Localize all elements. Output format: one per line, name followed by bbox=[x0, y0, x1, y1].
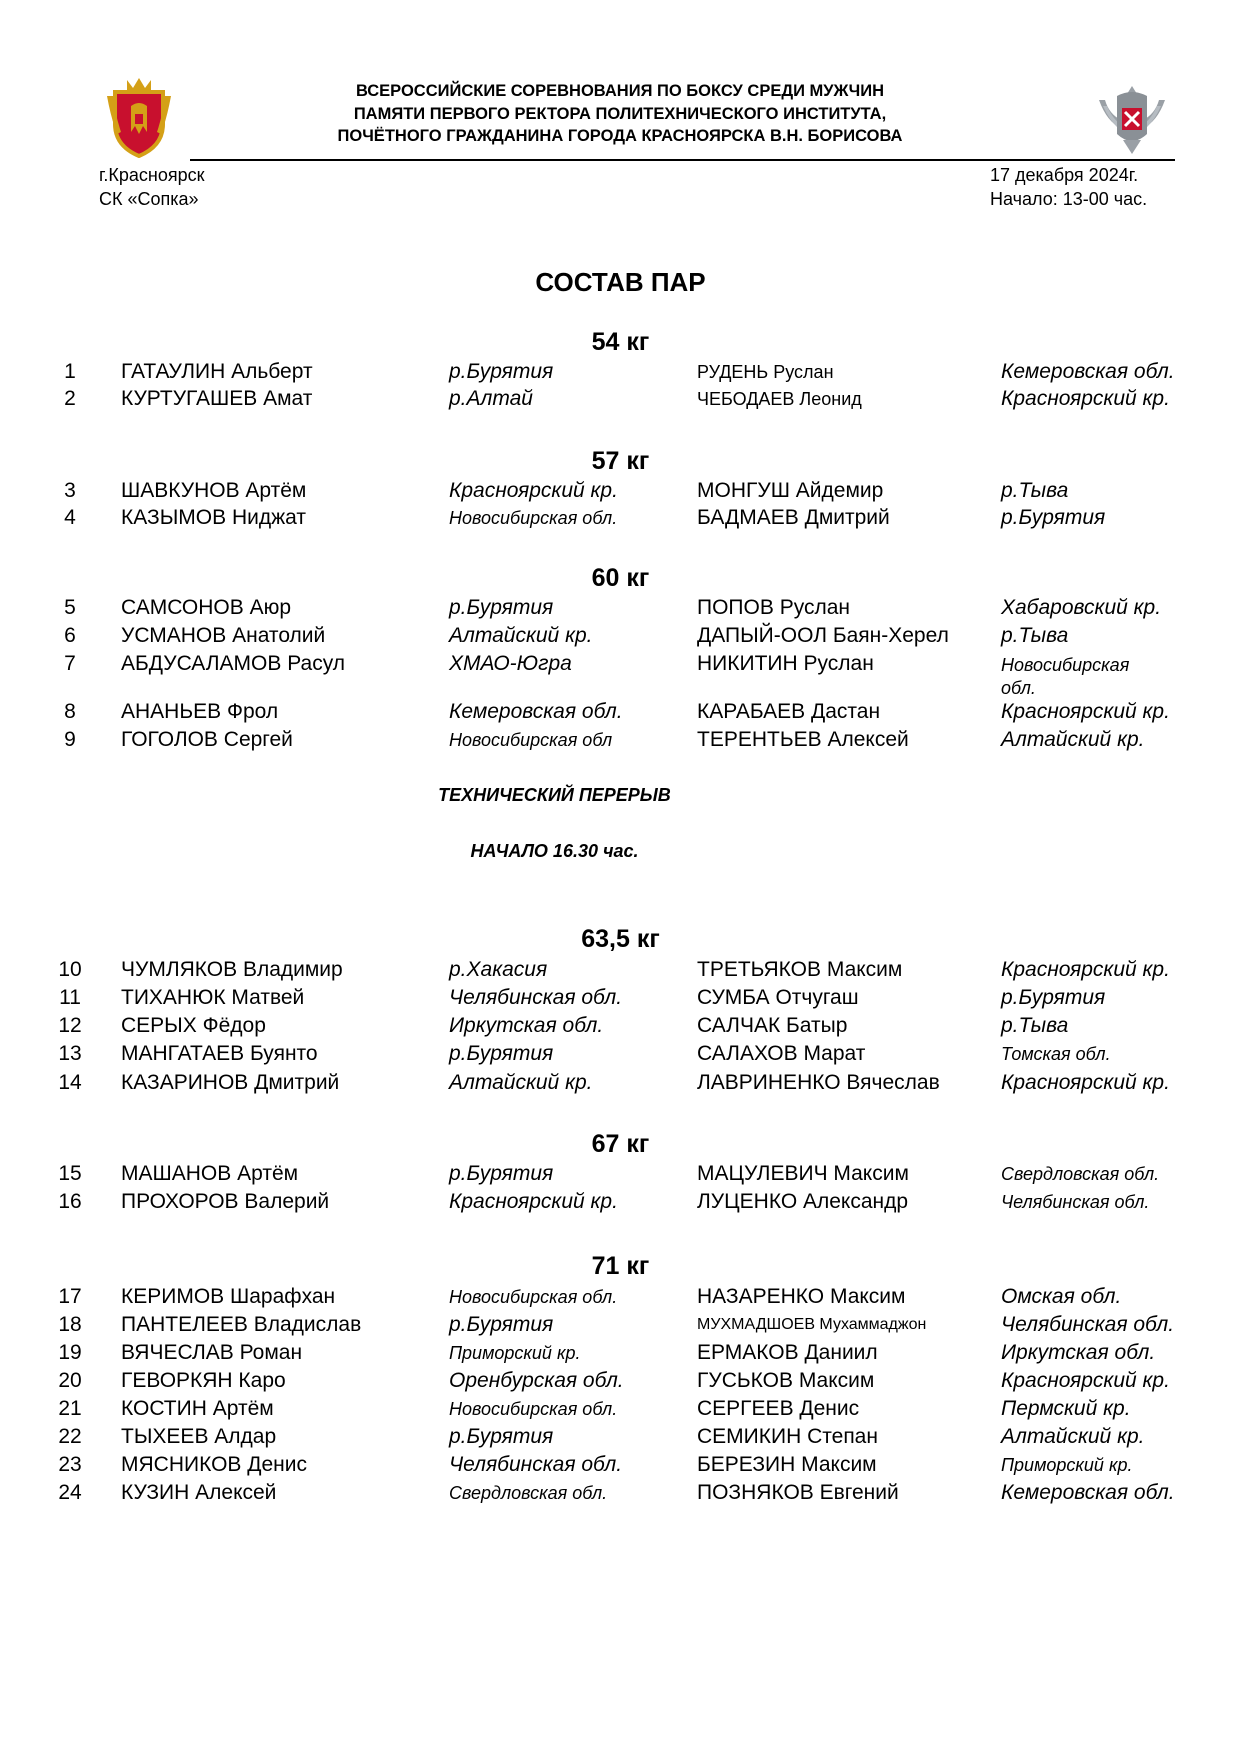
resume-time-note: НАЧАЛО 16.30 час. bbox=[470, 841, 639, 861]
boxer-red-name: МАНГАТАЕВ Буянто bbox=[121, 1042, 318, 1065]
weight-category-title: 60 кг bbox=[591, 564, 650, 592]
pair-number: 8 bbox=[64, 700, 76, 723]
pair-row bbox=[0, 360, 1241, 388]
boxer-blue-name: ПОПОВ Руслан bbox=[697, 596, 850, 619]
pair-number: 15 bbox=[58, 1162, 82, 1185]
boxer-red-region: Новосибирская обл bbox=[449, 730, 613, 750]
boxer-blue-name: БЕРЕЗИН Максим bbox=[697, 1453, 877, 1476]
weight-category-title: 54 кг bbox=[591, 328, 650, 356]
boxer-blue-name: ДАПЫЙ-ООЛ Баян-Херел bbox=[697, 624, 949, 647]
pair-row bbox=[0, 387, 1241, 415]
boxer-blue-name: МАЦУЛЕВИЧ Максим bbox=[697, 1162, 909, 1185]
pair-row bbox=[0, 479, 1241, 507]
boxer-red-name: ВЯЧЕСЛАВ Роман bbox=[121, 1341, 303, 1364]
boxer-red-region: р.Бурятия bbox=[449, 1042, 554, 1065]
competition-title-line-3: ПОЧЁТНОГО ГРАЖДАНИНА ГОРОДА КРАСНОЯРСКА В.Н. БОРИСОВА bbox=[337, 127, 903, 145]
boxer-red-region: Красноярский кр. bbox=[449, 479, 618, 502]
boxer-blue-name: СЕРГЕЕВ Денис bbox=[697, 1397, 860, 1420]
boxer-blue-name: САЛАХОВ Марат bbox=[697, 1042, 866, 1065]
boxer-red-name: АБДУСАЛАМОВ Расул bbox=[121, 652, 345, 675]
boxer-red-region: р.Бурятия bbox=[449, 1425, 554, 1448]
pair-row bbox=[0, 1071, 1241, 1099]
boxer-blue-region: Иркутская обл. bbox=[1001, 1341, 1156, 1364]
weight-category-title: 63,5 кг bbox=[581, 925, 660, 953]
boxer-blue-region: Пермский кр. bbox=[1001, 1397, 1131, 1420]
pair-row bbox=[0, 700, 1241, 728]
pair-row bbox=[0, 986, 1241, 1014]
boxer-blue-name: МОНГУШ Айдемир bbox=[697, 479, 884, 502]
pair-number: 18 bbox=[58, 1313, 82, 1336]
boxer-red-region: р.Бурятия bbox=[449, 1313, 554, 1336]
boxer-red-region: Новосибирская обл. bbox=[449, 508, 618, 528]
boxer-blue-name: НАЗАРЕНКО Максим bbox=[697, 1285, 906, 1308]
boxer-red-name: КАЗЫМОВ Ниджат bbox=[121, 506, 306, 529]
pair-row bbox=[0, 1162, 1241, 1190]
boxer-red-name: ЧУМЛЯКОВ Владимир bbox=[121, 958, 343, 981]
boxer-red-name: АНАНЬЕВ Фрол bbox=[121, 700, 279, 723]
boxer-blue-name: ЧЕБОДАЕВ Леонид bbox=[697, 389, 862, 409]
pair-row bbox=[0, 1481, 1241, 1509]
boxer-blue-region: Кемеровская обл. bbox=[1001, 1481, 1175, 1504]
pair-number: 22 bbox=[58, 1425, 82, 1448]
pair-number: 6 bbox=[64, 624, 76, 647]
boxer-blue-name: ТЕРЕНТЬЕВ Алексей bbox=[697, 728, 909, 751]
pair-number: 9 bbox=[64, 728, 76, 751]
boxer-blue-region: Новосибирская обл. bbox=[1001, 655, 1130, 698]
boxer-blue-region: Красноярский кр. bbox=[1001, 958, 1170, 981]
boxer-red-region: Свердловская обл. bbox=[449, 1483, 608, 1503]
competition-title-line-2: ПАМЯТИ ПЕРВОГО РЕКТОРА ПОЛИТЕХНИЧЕСКОГО ИНСТИТУТА, bbox=[353, 105, 887, 123]
boxer-red-name: САМСОНОВ Аюр bbox=[121, 596, 292, 619]
boxer-red-region: ХМАО-Югра bbox=[449, 652, 572, 675]
pair-row bbox=[0, 1313, 1241, 1341]
competition-title-line-1: ВСЕРОССИЙСКИЕ СОРЕВНОВАНИЯ ПО БОКСУ СРЕДИ МУЖЧИН bbox=[355, 82, 885, 100]
pair-row bbox=[0, 652, 1241, 700]
boxer-blue-region: Челябинская обл. bbox=[1001, 1313, 1175, 1336]
boxer-blue-region: Хабаровский кр. bbox=[1001, 596, 1162, 619]
pair-row bbox=[0, 1190, 1241, 1218]
pair-row bbox=[0, 958, 1241, 986]
boxer-red-name: СЕРЫХ Фёдор bbox=[121, 1014, 266, 1037]
pair-row bbox=[0, 1042, 1241, 1070]
pair-row bbox=[0, 596, 1241, 624]
boxer-blue-region: Челябинская обл. bbox=[1001, 1192, 1150, 1212]
boxer-red-name: КУЗИН Алексей bbox=[121, 1481, 277, 1504]
boxer-red-name: ГЕВОРКЯН Каро bbox=[121, 1369, 286, 1392]
boxer-blue-name: ПОЗНЯКОВ Евгений bbox=[697, 1481, 899, 1504]
boxer-blue-region: Красноярский кр. bbox=[1001, 387, 1170, 410]
boxer-blue-name: ГУСЬКОВ Максим bbox=[697, 1369, 875, 1392]
pair-number: 1 bbox=[64, 360, 76, 383]
boxer-blue-name: СЕМИКИН Степан bbox=[697, 1425, 878, 1448]
boxer-blue-name: ЕРМАКОВ Даниил bbox=[697, 1341, 878, 1364]
boxer-red-region: р.Бурятия bbox=[449, 1162, 554, 1185]
boxer-red-name: УСМАНОВ Анатолий bbox=[121, 624, 326, 647]
boxer-red-region: Красноярский кр. bbox=[449, 1190, 618, 1213]
boxer-blue-region: Алтайский кр. bbox=[1001, 728, 1145, 751]
boxer-red-name: ГОГОЛОВ Сергей bbox=[121, 728, 293, 751]
pair-row bbox=[0, 506, 1241, 534]
boxer-blue-name: ЛАВРИНЕНКО Вячеслав bbox=[697, 1071, 940, 1094]
boxer-blue-name: ТРЕТЬЯКОВ Максим bbox=[697, 958, 903, 981]
pair-row bbox=[0, 1425, 1241, 1453]
boxer-blue-region: р.Бурятия bbox=[1001, 506, 1106, 529]
boxer-red-name: КАЗАРИНОВ Дмитрий bbox=[121, 1071, 340, 1094]
city: г.Красноярск bbox=[99, 165, 205, 185]
boxer-red-name: КЕРИМОВ Шарафхан bbox=[121, 1285, 336, 1308]
krasnoyarsk-coat-of-arms-icon bbox=[105, 74, 173, 158]
boxer-blue-region: Приморский кр. bbox=[1001, 1455, 1133, 1475]
date: 17 декабря 2024г. bbox=[990, 165, 1139, 185]
pair-number: 16 bbox=[58, 1190, 82, 1213]
weight-category-title: 57 кг bbox=[591, 447, 650, 475]
boxer-red-region: Челябинская обл. bbox=[449, 1453, 623, 1476]
weight-category-title: 71 кг bbox=[591, 1252, 650, 1280]
boxer-red-region: р.Бурятия bbox=[449, 360, 554, 383]
pair-row bbox=[0, 728, 1241, 756]
boxer-blue-region: Томская обл. bbox=[1001, 1044, 1111, 1064]
boxer-red-name: ГАТАУЛИН Альберт bbox=[121, 360, 313, 383]
page-title: СОСТАВ ПАР bbox=[535, 267, 706, 297]
boxer-red-name: ПРОХОРОВ Валерий bbox=[121, 1190, 330, 1213]
pair-row bbox=[0, 1397, 1241, 1425]
pair-number: 2 bbox=[64, 387, 76, 410]
pair-number: 23 bbox=[58, 1453, 82, 1476]
boxer-blue-region: Свердловская обл. bbox=[1001, 1164, 1160, 1184]
boxer-blue-region: р.Тыва bbox=[1001, 479, 1069, 502]
boxer-blue-name: МУХМАДШОЕВ Мухаммаджон bbox=[697, 1316, 927, 1333]
boxer-red-name: МАШАНОВ Артём bbox=[121, 1162, 299, 1185]
pair-number: 4 bbox=[64, 506, 76, 529]
boxer-red-name: ТЫХЕЕВ Алдар bbox=[121, 1425, 277, 1448]
pair-row bbox=[0, 1014, 1241, 1042]
boxer-red-region: Новосибирская обл. bbox=[449, 1399, 618, 1419]
boxer-red-region: Челябинская обл. bbox=[449, 986, 623, 1009]
boxer-blue-region: Красноярский кр. bbox=[1001, 1071, 1170, 1094]
pair-number: 24 bbox=[58, 1481, 82, 1504]
pair-number: 11 bbox=[59, 986, 81, 1009]
boxer-red-region: Алтайский кр. bbox=[449, 624, 593, 647]
boxer-red-region: Кемеровская обл. bbox=[449, 700, 623, 723]
boxer-red-region: Новосибирская обл. bbox=[449, 1287, 618, 1307]
boxer-blue-region: Кемеровская обл. bbox=[1001, 360, 1175, 383]
pair-number: 19 bbox=[58, 1341, 82, 1364]
boxer-red-region: Алтайский кр. bbox=[449, 1071, 593, 1094]
venue: СК «Сопка» bbox=[99, 189, 199, 209]
boxer-red-region: р.Хакасия bbox=[449, 958, 548, 981]
pair-number: 12 bbox=[58, 1014, 82, 1037]
ministry-eagle-emblem-icon bbox=[1093, 80, 1171, 158]
pair-row bbox=[0, 1453, 1241, 1481]
boxer-blue-name: СУМБА Отчугаш bbox=[697, 986, 859, 1009]
pair-number: 3 bbox=[64, 479, 76, 502]
boxer-red-region: Иркутская обл. bbox=[449, 1014, 604, 1037]
boxer-red-name: КОСТИН Артём bbox=[121, 1397, 274, 1420]
boxer-red-region: р.Алтай bbox=[449, 387, 533, 410]
boxer-blue-name: БАДМАЕВ Дмитрий bbox=[697, 506, 890, 529]
start-time: Начало: 13-00 час. bbox=[990, 189, 1148, 209]
pair-number: 7 bbox=[64, 652, 76, 675]
pair-number: 20 bbox=[58, 1369, 82, 1392]
technical-break-note: ТЕХНИЧЕСКИЙ ПЕРЕРЫВ bbox=[438, 785, 671, 805]
boxer-blue-name: КАРАБАЕВ Дастан bbox=[697, 700, 881, 723]
pair-row bbox=[0, 624, 1241, 652]
boxer-red-region: Оренбурская обл. bbox=[449, 1369, 624, 1392]
boxer-red-name: КУРТУГАШЕВ Амат bbox=[121, 387, 313, 410]
pair-number: 17 bbox=[58, 1285, 82, 1308]
pair-row bbox=[0, 1369, 1241, 1397]
boxer-blue-name: НИКИТИН Руслан bbox=[697, 652, 874, 675]
pair-number: 21 bbox=[58, 1397, 82, 1420]
pair-row bbox=[0, 1285, 1241, 1313]
boxer-red-name: МЯСНИКОВ Денис bbox=[121, 1453, 307, 1476]
boxer-blue-name: ЛУЦЕНКО Александр bbox=[697, 1190, 909, 1213]
boxer-blue-region: р.Тыва bbox=[1001, 1014, 1069, 1037]
boxer-red-name: ТИХАНЮК Матвей bbox=[121, 986, 305, 1009]
boxer-blue-region: Красноярский кр. bbox=[1001, 700, 1170, 723]
weight-category-title: 67 кг bbox=[591, 1130, 650, 1158]
pair-number: 5 bbox=[64, 596, 76, 619]
boxer-blue-region: Красноярский кр. bbox=[1001, 1369, 1170, 1392]
pair-number: 10 bbox=[58, 958, 82, 981]
boxer-red-region: Приморский кр. bbox=[449, 1343, 581, 1363]
pair-row bbox=[0, 1341, 1241, 1369]
boxer-blue-name: САЛЧАК Батыр bbox=[697, 1014, 848, 1037]
boxer-red-name: ШАВКУНОВ Артём bbox=[121, 479, 307, 502]
boxer-blue-region: Алтайский кр. bbox=[1001, 1425, 1145, 1448]
boxer-blue-region: р.Бурятия bbox=[1001, 986, 1106, 1009]
pair-number: 13 bbox=[58, 1042, 82, 1065]
boxer-red-name: ПАНТЕЛЕЕВ Владислав bbox=[121, 1313, 362, 1336]
boxer-blue-name: РУДЕНЬ Руслан bbox=[697, 362, 834, 382]
boxer-blue-region: р.Тыва bbox=[1001, 624, 1069, 647]
boxer-blue-region: Омская обл. bbox=[1001, 1285, 1122, 1308]
header-rule bbox=[190, 159, 1175, 161]
pair-number: 14 bbox=[58, 1071, 82, 1094]
boxer-red-region: р.Бурятия bbox=[449, 596, 554, 619]
